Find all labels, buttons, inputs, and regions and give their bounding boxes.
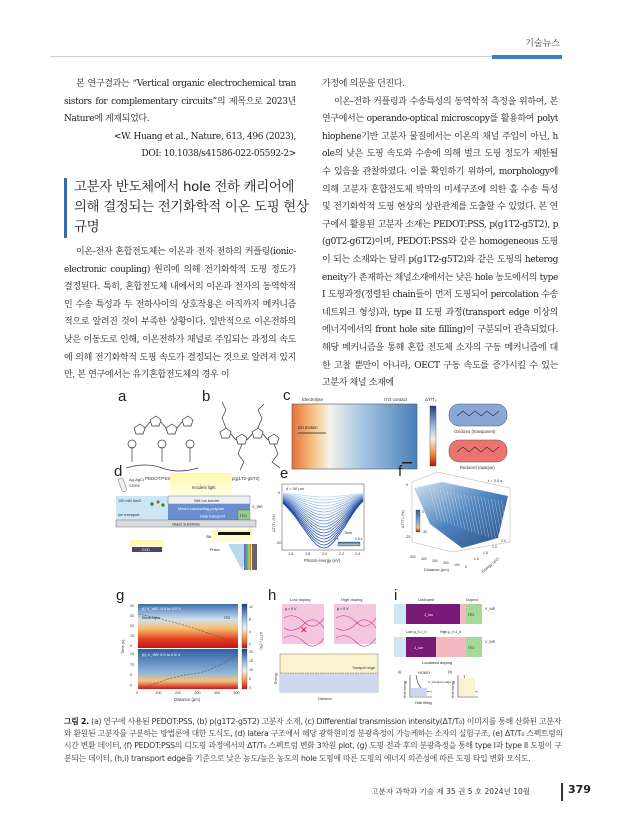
g-xtick: 400: [214, 691, 220, 695]
polymer-label: Mixed conducting polymer: [178, 506, 225, 511]
panel-label-h: h: [268, 587, 277, 604]
panel-b-caption: p(g1T2-g5T2): [232, 476, 260, 481]
f-time-label: t = 3.0 s: [488, 478, 503, 483]
i-vwe-1: V_WE: [485, 607, 496, 611]
e-xtick-1: 1.8: [305, 552, 311, 556]
figure-graphic: [112, 392, 520, 710]
glass-substrate-label: Glass substrate: [172, 521, 200, 527]
oxidized-polymer-box: [449, 404, 507, 426]
i-high-mobility: High μ_h J_h: [440, 630, 462, 634]
g-ylabel: Time (s): [120, 639, 125, 654]
i-hole-energy-1: Hole energy: [403, 680, 407, 698]
e-t0: 0 s: [334, 537, 339, 541]
g-cbar-bottom-tick: 0: [249, 686, 251, 690]
nacl-label: 100 mM NaCl: [118, 499, 142, 503]
panel-c-electrolyte-label: Electrolyte: [302, 397, 324, 402]
g-cbar-top-tick: 8: [249, 617, 251, 622]
f-ztick-0: 0: [406, 483, 409, 487]
g-xtick: 300: [194, 691, 201, 695]
h-voltage-high: ϕ < 0 V: [337, 607, 349, 611]
panel-label-c: c: [283, 387, 291, 404]
hole-transport-label: Hole transport: [200, 513, 226, 519]
e-xtick-3: 2.2: [339, 552, 345, 556]
g-ytick-bottom: 0: [130, 683, 132, 688]
panel-label-f: f: [398, 463, 403, 480]
f-cbar-0: 0: [422, 510, 424, 514]
panel-c-ito-label: ITO contact: [384, 397, 408, 402]
slit-label: Slit: [206, 535, 212, 539]
oxidized-label: Oxidized (transparent): [454, 429, 496, 434]
header-divider: [50, 56, 562, 57]
g-xtick: 100: [155, 691, 162, 695]
panel-label-e: e: [280, 465, 289, 482]
i-vwe-2: V_WE: [485, 640, 496, 644]
ion-transport-label: Ion transport: [118, 513, 140, 517]
e-d-label: d = 50 μm: [286, 486, 304, 491]
f-zlabel: ΔT/T₀ (%): [400, 510, 405, 528]
h-transport-edge: Transport edge: [352, 666, 375, 670]
i-homo: HOMO: [418, 671, 430, 675]
section-heading: 고분자 반도체에서 hole 전하 캐리어에 의해 결정되는 전기화학적 이온 도핑 현상 규명: [64, 178, 309, 238]
f-ytick-2: 2.0: [492, 545, 497, 549]
g-top-label: (i) V_WE -0.4 to 0.0 V: [142, 606, 181, 611]
i-transport-edge: V_transport edge: [428, 680, 452, 684]
right-continuation: 가정에 의문을 던진다.: [322, 79, 405, 89]
i-sub1: (i): [398, 670, 402, 674]
g-cbar-bottom-tick: 5: [249, 677, 251, 681]
g-ytick-bottom: 5: [130, 673, 132, 677]
f-xtick-2: 300: [432, 559, 438, 563]
left-column-body: [64, 244, 296, 388]
h-voltage-low: ϕ < 0 V: [285, 607, 297, 611]
i-hole-energy-2: Hole energy: [451, 680, 455, 698]
panel-c-colorbar-label: ΔT/T₀: [425, 397, 437, 402]
f-xtick-1: 400: [421, 557, 427, 561]
footer-divider: [561, 783, 563, 801]
section-title: 기술뉴스: [525, 39, 560, 49]
panel-a-caption: PEDOT:PSS: [145, 476, 171, 481]
i-undoped: Undoped: [418, 597, 435, 602]
panel-c-transmission-image: [292, 404, 417, 469]
panel-f-3d-surface: [412, 472, 510, 552]
g-ito-label: ITO: [224, 616, 231, 620]
f-xlabel: Distance (μm): [424, 567, 449, 572]
f-ztick-1: -25: [405, 535, 411, 539]
g-ytick-top: 20: [130, 624, 134, 628]
h-high-doping: High doping: [341, 597, 363, 602]
panel-e-spectra-plot: [282, 484, 364, 550]
f-ytick-3: 2.4: [501, 539, 506, 543]
g-cbar-bottom-tick: 20: [249, 650, 253, 654]
panel-label-a: a: [118, 388, 127, 405]
h-energy-label: Energy: [274, 672, 278, 684]
f-ytick-0: 1.6: [474, 557, 479, 561]
d-ito-label: ITO: [240, 513, 247, 518]
g-xtick: 500: [233, 691, 240, 695]
caption-text: (a) 연구에 사용된 PEDOT:PSS, (b) p(g1T2-g5T2) 고분자 소재, (c) Differential transmission intensity(ΔT/T₀) 이미지를 통해 산화된 고분자와 환원된 고분자를 구분하는 방법론에 대한 도식도, (d) latera 구조에서 해당 광학현미경 분광측정이 가능케하는 소자의 실험구조, (e) ΔT/T₀ 스펙트럼의 시간 변환 데이터, (f) PEDOT:PSS의 디도핑 과정에서의 ΔT/T₀ 스펙트럼 변화 3차원 plot, (g) 도핑 전과 후의 분광측정을 통해 type I과 type II 도핑이 구분되는 데이터, (h,i) transport edge를 기준으로 낮은 농도/높은 농도의 hole 도핑에 따른 도핑의 에너지 의존성에 따른 도핑 타입 변화 모식도.: [64, 717, 563, 763]
page-number: 379: [568, 783, 591, 796]
header-accent-bar: [492, 55, 562, 59]
i-low-mobility: Low μ_h J_h: [406, 630, 427, 634]
g-ytick-top: 30: [130, 614, 134, 618]
e-xlabel: Photon energy (eV): [304, 558, 341, 563]
g-ytick-bottom: 15: [130, 652, 134, 656]
f-xtick-3: 200: [443, 561, 449, 565]
right-column: [322, 76, 558, 388]
sin-barrier-label: SiN ion barrier: [194, 498, 220, 503]
i-doped: Doped: [466, 597, 478, 602]
left-column-intro: [64, 76, 296, 172]
e-ytick-0: 0: [278, 491, 281, 495]
panel-label-b: b: [202, 388, 211, 405]
ce-re-label: CE/RE: [129, 484, 140, 488]
g-cbar-top-tick: 12: [249, 605, 253, 609]
g-ytick-top: 40: [130, 604, 134, 608]
prism-label: Prism: [210, 548, 220, 552]
reference-line-2: DOI: 10.1038/s41586-022-05592-2>: [141, 149, 296, 160]
journal-info: 고분자 과학과 기술 제 35 권 5 호 2024년 10월: [371, 787, 530, 796]
g-cbar-top-tick: 0: [249, 642, 251, 647]
vwe-label: V_WE: [252, 505, 263, 509]
e-ytick-1: -20: [276, 541, 282, 545]
reduced-label: Reduced (opaque): [460, 465, 495, 470]
panel-label-d: d: [114, 463, 123, 480]
panel-label-i: i: [394, 587, 398, 604]
i-ito-1: ITO: [468, 613, 475, 617]
ag-agcl-label: Ag-AgCl: [129, 477, 144, 482]
g-cbar-label: ΔT/T₀ (%): [259, 632, 264, 650]
figure-caption: [64, 716, 564, 765]
g-xlabel: Distance (μm): [174, 697, 201, 702]
panel-c-ion-motion-label: Ion motion: [298, 425, 318, 430]
panel-h-doping-schematic: [280, 604, 378, 692]
e-t1: 0.8 s: [355, 537, 363, 541]
reduced-polymer-box: [449, 440, 507, 462]
i-localized-doping: Localized doping: [422, 660, 453, 665]
g-electrolyte-label: Electrolyte: [142, 616, 160, 620]
panel-c-colorbar: [430, 406, 436, 466]
e-ylabel: ΔT/T₀ (%): [271, 514, 276, 532]
g-cbar-bottom-tick: 10: [249, 668, 253, 672]
f-xtick-0: 500: [410, 555, 416, 559]
g-ytick-bottom: 10: [130, 662, 134, 667]
ccd-label: CCD: [142, 548, 150, 552]
f-ytick-1: 1.8: [483, 551, 488, 555]
i-hole-filling: Hole filling: [415, 701, 432, 705]
figure-2: [112, 387, 520, 710]
e-xtick-4: 2.4: [355, 552, 361, 556]
incident-light-label: Incident light: [192, 485, 216, 490]
g-xtick: 200: [175, 691, 181, 695]
right-paragraph: 이온-전하 커플링과 수송특성의 동역학적 측정을 위하여, 본 연구에서는 operando-optical microscopy를 활용하여 polythiophene기반 고분자 물질에서는 이온의 채널 주입이 아닌, hole의 낮은 도핑 속도와 수송에 의해 벌크 도핑 정도가 제한될 수 있음을 관찰하였다. 이를 확인하기 위하여, morphology에 의해 고분자 혼합전도체 박막의 미세구조에 의한 홀 수송 특성 및 전기화학적 도핑 현상의 상관관계를 도출할 수 있었다. 본 연구에서 활용된 고분자 소재는 PEDOT:PSS, p(g1T2-g5T2), p(g0T2-g6T2)이며, PEDOT:PSS와 같은 homogeneous 도핑이 되는 소재와는 달리 p(g1T2-g5T2)와 같은 도핑의 heterogeneity가 존재하는 채널소재에서는 낮은 hole 농도에서의 type I 도핑과정(정렬된 chain들이 먼저 도핑되어 percolation 수송 네트워크 형성)과, type II 도핑 과정(transport edge 이상의 에너지에서의 front hole site filling)이 구분되어 관측되었다. 해당 메커니즘을 통해 혼합 전도체 소자의 구동 메커니즘에 대한 고찰 뿐만이 아니라, OECT 구동 속도를 증가시킬 수 있는 고분자 채널 소재에: [322, 96, 558, 388]
e-time-label: Time: [344, 531, 353, 535]
e-xtick-2: 2.0: [322, 552, 328, 556]
h-low-doping: Low doping: [290, 597, 311, 602]
g-cbar-top-tick: 4: [249, 630, 251, 634]
intro-paragraph: 본 연구결과는 “Vertical organic electrochemical transistors for complementary circuits”의 제목으로 2023년 Nature에 게재되었다.: [64, 79, 296, 125]
f-xtick-5: 0: [465, 565, 467, 569]
i-jion-1: J_ion: [424, 613, 434, 617]
g-bottom-label: (ii) V_WE 0.0 to 0.6 V: [142, 652, 181, 657]
g-ytick-top: 0: [130, 644, 132, 648]
panel-a-pedot-pss-structure: [126, 416, 198, 471]
f-ylabel: Energy (eV): [480, 556, 500, 574]
left-paragraph: 이온-전자 혼합전도체는 이온과 전자 전하의 커플링(ionic-electronic coupling) 원리에 의해 전기화학적 도핑 정도가 결정된다. 특히, 혼합전도체 내에서의 이온과 전자의 동역학적인 수송 특성과 두 전하사이의 상호작용은 아직까지 메커니즘적으로 알려진 것이 부족한 상황이다. 일반적으로 이온전하의 낮은 이동도로 인해, 이온전하가 채널로 주입되는 과정의 속도에 의해 전기화학적 도핑 속도가 결정되는 것으로 알려져 있지만, 본 연구에서는 유기혼합전도체의 경우 이: [64, 247, 296, 381]
i-sub2: (ii): [448, 670, 452, 674]
f-cbar-1: -30: [422, 530, 427, 534]
e-xtick-0: 1.6: [288, 552, 294, 556]
panel-b-polymer-structure: [220, 402, 280, 470]
g-xtick: 0: [136, 691, 138, 695]
i-jion-2: J_ion: [414, 646, 424, 650]
caption-label: 그림 2.: [64, 717, 89, 726]
g-ytick-top: 10: [130, 634, 134, 638]
i-ito-2: ITO: [468, 646, 475, 650]
g-cbar-bottom-tick: 15: [249, 659, 253, 663]
f-xtick-4: 100: [454, 563, 460, 567]
panel-label-g: g: [116, 587, 125, 604]
h-distance-label: Distance: [318, 697, 332, 701]
scale-bar: [402, 462, 412, 464]
reference-line-1: <W. Huang et al., Nature, 613, 496 (2023),: [113, 131, 296, 142]
svg-text:✕: ✕: [300, 625, 308, 635]
